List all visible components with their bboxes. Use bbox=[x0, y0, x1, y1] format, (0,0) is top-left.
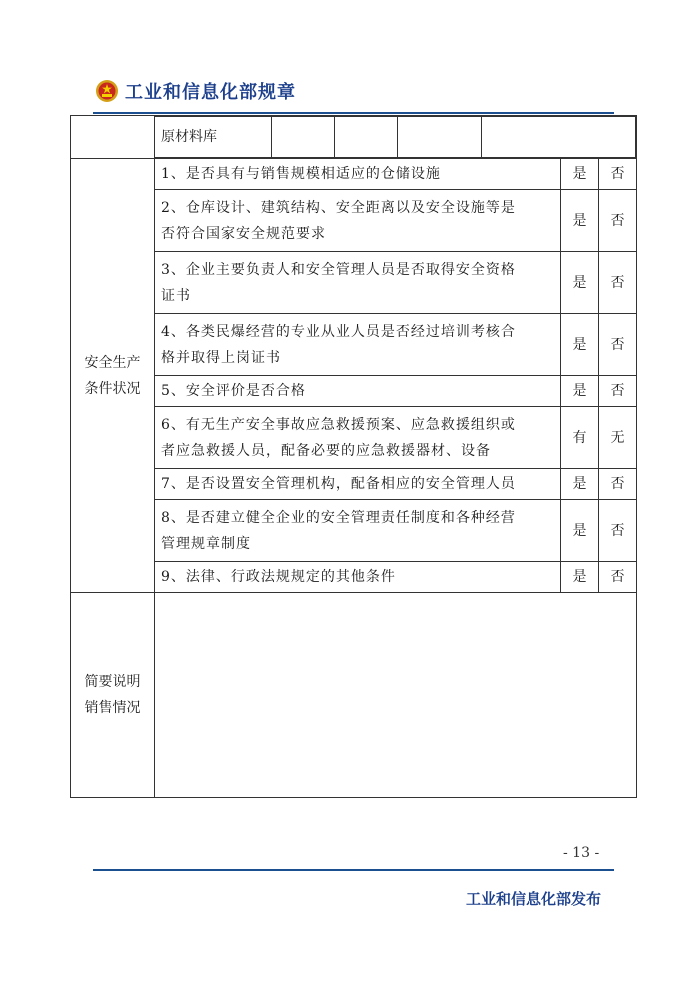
option-yes: 是 bbox=[561, 252, 599, 314]
safety-item-3: 3、企业主要负责人和安全管理人员是否取得安全资格 证书 bbox=[155, 252, 561, 314]
option-yes: 是 bbox=[561, 159, 599, 190]
safety-item-row bbox=[71, 314, 637, 376]
safety-item-row bbox=[71, 190, 637, 252]
safety-item-9: 9、法律、行政法规规定的其他条件 bbox=[155, 562, 561, 593]
safety-item-row bbox=[71, 407, 637, 469]
summary-row bbox=[71, 593, 637, 798]
safety-item-5: 5、安全评价是否合格 bbox=[155, 376, 561, 407]
page-number: - 13 - bbox=[563, 845, 600, 861]
option-yes: 是 bbox=[561, 500, 599, 562]
warehouse-blank-4 bbox=[481, 117, 636, 158]
safety-item-1: 1、是否具有与销售规模相适应的仓储设施 bbox=[155, 159, 561, 190]
option-yes: 是 bbox=[561, 469, 599, 500]
safety-item-row bbox=[71, 252, 637, 314]
option-yes: 是 bbox=[561, 190, 599, 252]
header-title: 工业和信息化部规章 bbox=[125, 82, 296, 103]
warehouse-blank-1 bbox=[271, 117, 334, 158]
option-none: 无 bbox=[599, 407, 637, 469]
option-yes: 是 bbox=[561, 562, 599, 593]
national-emblem-icon bbox=[95, 79, 119, 103]
warehouse-blank-2 bbox=[334, 117, 397, 158]
header-divider bbox=[93, 112, 614, 114]
page-header bbox=[95, 76, 296, 106]
option-no: 否 bbox=[599, 562, 637, 593]
safety-item-6: 6、有无生产安全事故应急救援预案、应急救援组织或 者应急救援人员，配备必要的应急救援器材、设备 bbox=[155, 407, 561, 469]
footer-publisher: 工业和信息化部发布 bbox=[466, 890, 602, 908]
safety-item-row bbox=[71, 500, 637, 562]
safety-category-label: 安全生产 条件状况 bbox=[71, 159, 155, 593]
option-no: 否 bbox=[599, 500, 637, 562]
option-yes: 是 bbox=[561, 376, 599, 407]
safety-item-2: 2、仓库设计、建筑结构、安全距离以及安全设施等是 否符合国家安全规范要求 bbox=[155, 190, 561, 252]
option-no: 否 bbox=[599, 469, 637, 500]
application-form-table bbox=[70, 115, 637, 798]
safety-item-8: 8、是否建立健全企业的安全管理责任制度和各种经营 管理规章制度 bbox=[155, 500, 561, 562]
option-yes: 是 bbox=[561, 314, 599, 376]
summary-content-area bbox=[155, 593, 637, 798]
option-no: 否 bbox=[599, 376, 637, 407]
option-no: 否 bbox=[599, 159, 637, 190]
warehouse-label: 原材料库 bbox=[155, 117, 271, 158]
safety-item-row bbox=[71, 562, 637, 593]
footer-divider bbox=[93, 869, 614, 871]
warehouse-cells bbox=[155, 116, 637, 159]
safety-item-4: 4、各类民爆经营的专业从业人员是否经过培训考核合 格并取得上岗证书 bbox=[155, 314, 561, 376]
safety-item-row bbox=[71, 376, 637, 407]
safety-item-row bbox=[71, 159, 637, 190]
safety-item-row bbox=[71, 469, 637, 500]
summary-category-label: 简要说明 销售情况 bbox=[71, 593, 155, 798]
warehouse-row bbox=[71, 116, 637, 159]
option-no: 否 bbox=[599, 252, 637, 314]
safety-item-7: 7、是否设置安全管理机构，配备相应的安全管理人员 bbox=[155, 469, 561, 500]
option-no: 否 bbox=[599, 190, 637, 252]
warehouse-empty-cell bbox=[71, 116, 155, 159]
warehouse-blank-3 bbox=[397, 117, 481, 158]
option-no: 否 bbox=[599, 314, 637, 376]
option-have: 有 bbox=[561, 407, 599, 469]
